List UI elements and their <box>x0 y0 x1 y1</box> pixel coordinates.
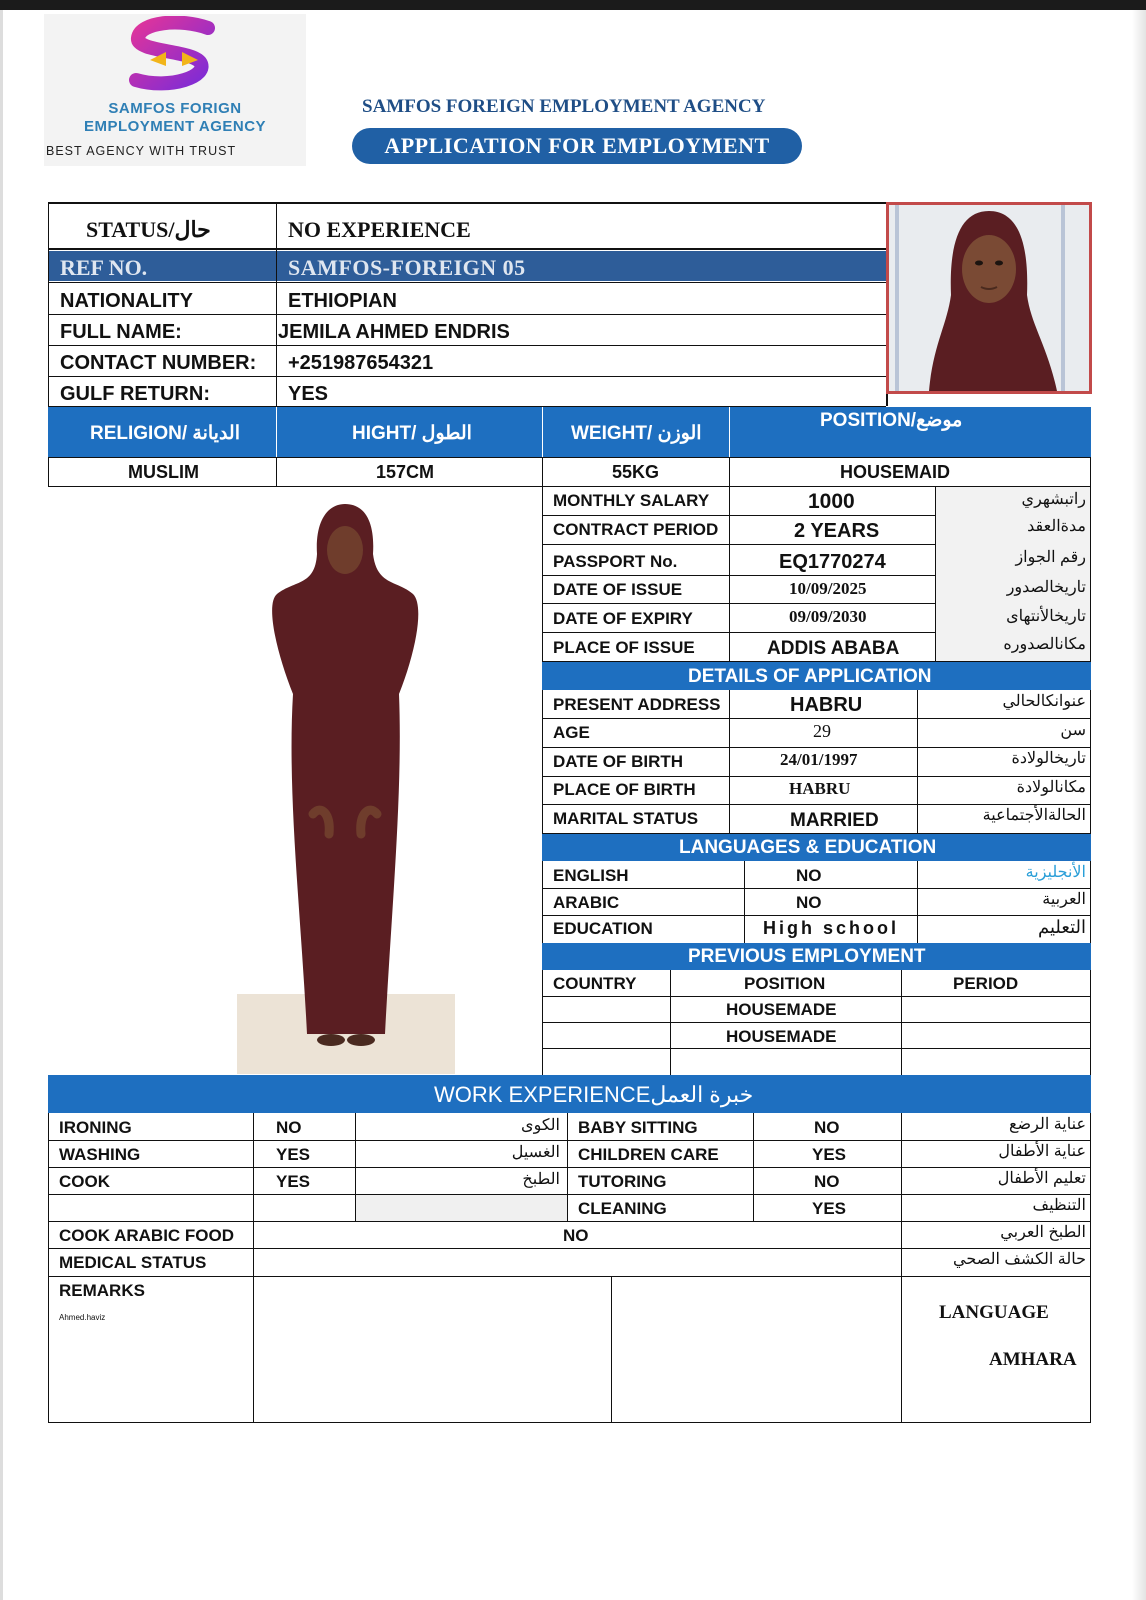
arabic-value: NO <box>796 893 822 912</box>
full-body-photo <box>237 494 455 1074</box>
contract-period-arabic: مدةالعقد <box>1027 518 1086 535</box>
children-care-value: YES <box>812 1145 847 1164</box>
tutoring-label: TUTORING <box>578 1172 667 1191</box>
english-value: NO <box>796 866 822 885</box>
contract-period-value: 2 YEARS <box>794 520 880 542</box>
cleaning-arabic: التنظيف <box>1032 1197 1086 1214</box>
work-title: WORK EXPERIENCEخبرة العمل <box>434 1082 754 1107</box>
weight-label: WEIGHT/ الوزن <box>571 423 702 444</box>
full-name-value: JEMILA AHMED ENDRIS <box>278 321 510 343</box>
logo-tagline: BEST AGENCY WITH TRUST <box>46 144 237 158</box>
washing-label: WASHING <box>59 1145 141 1164</box>
english-label: ENGLISH <box>553 866 629 885</box>
height-label: HIGHT/ الطول <box>352 423 472 444</box>
arabic-arabic: العربية <box>1042 891 1086 908</box>
passport-value: EQ1770274 <box>779 551 886 573</box>
gulf-return-label: GULF RETURN: <box>60 383 210 405</box>
cleaning-value: YES <box>812 1199 847 1218</box>
marital-label: MARITAL STATUS <box>553 809 699 828</box>
top-edge <box>0 0 1146 10</box>
salary-label: MONTHLY SALARY <box>553 491 710 510</box>
washing-arabic: الغسيل <box>511 1144 560 1161</box>
age-arabic: سن <box>1060 722 1086 739</box>
full-name-label: FULL NAME: <box>60 321 182 343</box>
prev-row2-position: HOUSEMADE <box>726 1027 837 1046</box>
place-of-issue-arabic: مكانالصدوره <box>1003 636 1086 653</box>
children-care-label: CHILDREN CARE <box>578 1145 719 1164</box>
marital-value: MARRIED <box>790 810 879 831</box>
weight-value: 55KG <box>612 462 660 482</box>
contract-period-label: CONTRACT PERIOD <box>553 520 719 539</box>
status-value: NO EXPERIENCE <box>288 217 471 242</box>
agency-logo <box>44 14 306 166</box>
issue-date-label: DATE OF ISSUE <box>553 580 683 599</box>
status-label: STATUS/حال <box>86 217 211 242</box>
address-value: HABRU <box>790 694 863 716</box>
cook-arabic-food-value: NO <box>563 1226 589 1245</box>
address-label: PRESENT ADDRESS <box>553 695 721 714</box>
ref-label: REF NO. <box>60 255 148 280</box>
religion-label: RELIGION/ الديانة <box>90 423 240 444</box>
cleaning-label: CLEANING <box>578 1199 667 1218</box>
cook-label: COOK <box>59 1172 110 1191</box>
tutoring-arabic: تعليم الأطفال <box>997 1170 1086 1187</box>
cook-value: YES <box>276 1172 311 1191</box>
expiry-date-label: DATE OF EXPIRY <box>553 609 693 628</box>
details-title: DETAILS OF APPLICATION <box>688 666 932 687</box>
ironing-value: NO <box>276 1118 302 1137</box>
education-label: EDUCATION <box>553 919 653 938</box>
language-label: LANGUAGE <box>939 1302 1049 1323</box>
nationality-label: NATIONALITY <box>60 290 193 312</box>
right-edge <box>1132 10 1146 1600</box>
baby-sitting-arabic: عناية الرضع <box>1009 1116 1086 1133</box>
expiry-date-arabic: تاريخالأنتهاى <box>1006 608 1086 625</box>
cook-arabic-food-arabic: الطبخ العربي <box>1000 1224 1086 1241</box>
english-arabic: الأنجليزية <box>1025 864 1086 881</box>
nationality-value: ETHIOPIAN <box>288 290 397 312</box>
arabic-label: ARABIC <box>553 893 620 912</box>
children-care-arabic: عناية الأطفال <box>998 1143 1086 1160</box>
previous-title: PREVIOUS EMPLOYMENT <box>688 946 926 967</box>
age-value: 29 <box>813 721 831 741</box>
arabic-column-shade <box>936 487 1090 661</box>
logo-s-icon <box>110 16 240 96</box>
medical-status-arabic: حالة الكشف الصحي <box>953 1251 1086 1268</box>
washing-value: YES <box>276 1145 311 1164</box>
ironing-arabic: الكوى <box>521 1117 560 1134</box>
position-value: HOUSEMAID <box>840 462 951 482</box>
dob-label: DATE OF BIRTH <box>553 752 684 771</box>
prev-col-period: PERIOD <box>953 974 1019 993</box>
passport-label: PASSPORT No. <box>553 552 678 571</box>
ref-value: SAMFOS-FOREIGN 05 <box>288 255 526 280</box>
height-value: 157CM <box>376 462 435 482</box>
age-label: AGE <box>553 723 590 742</box>
contact-value: +251987654321 <box>288 352 434 374</box>
left-edge <box>0 10 3 1600</box>
language-value: AMHARA <box>989 1349 1077 1370</box>
medical-status-label: MEDICAL STATUS <box>59 1253 207 1272</box>
passport-arabic: رقم الجواز <box>1015 549 1086 566</box>
prev-row1-position: HOUSEMADE <box>726 1000 837 1019</box>
education-arabic: التعليم <box>1038 917 1086 937</box>
dob-value: 24/01/1997 <box>780 750 858 769</box>
salary-arabic: راتبشهري <box>1021 491 1086 508</box>
issue-date-value: 10/09/2025 <box>789 579 867 598</box>
pob-value: HABRU <box>789 779 851 798</box>
expiry-date-value: 09/09/2030 <box>789 607 867 626</box>
pob-label: PLACE OF BIRTH <box>553 780 696 799</box>
place-of-issue-label: PLACE OF ISSUE <box>553 638 695 657</box>
baby-sitting-value: NO <box>814 1118 840 1137</box>
form-title: APPLICATION FOR EMPLOYMENT <box>352 128 802 164</box>
marital-arabic: الحالةالأجتماعية <box>982 807 1086 824</box>
languages-title: LANGUAGES & EDUCATION <box>679 837 937 858</box>
religion-value: MUSLIM <box>128 462 199 482</box>
gulf-return-value: YES <box>288 383 329 405</box>
prev-col-position: POSITION <box>744 974 826 993</box>
tutoring-value: NO <box>814 1172 840 1191</box>
place-of-issue-value: ADDIS ABABA <box>767 638 900 659</box>
ironing-label: IRONING <box>59 1118 132 1137</box>
prev-col-country: COUNTRY <box>553 974 637 993</box>
logo-line2: EMPLOYMENT AGENCY <box>83 118 267 135</box>
contact-label: CONTACT NUMBER: <box>60 352 257 374</box>
salary-value: 1000 <box>808 490 855 513</box>
position-label: POSITION/موضع <box>820 410 963 431</box>
logo-line1: SAMFOS FORIGN <box>108 100 242 117</box>
baby-sitting-label: BABY SITTING <box>578 1118 698 1137</box>
cook-arabic: الطبخ <box>522 1171 560 1188</box>
education-value: High school <box>763 918 899 938</box>
address-arabic: عنوانكالحالي <box>1002 693 1086 710</box>
portrait-photo <box>886 202 1092 394</box>
pob-arabic: مكانالولادة <box>1016 779 1086 796</box>
dob-arabic: تاريخالولادة <box>1011 750 1086 767</box>
empty-arabic-cell <box>356 1195 567 1221</box>
issue-date-arabic: تاريخالصدور <box>1006 579 1086 596</box>
cook-arabic-food-label: COOK ARABIC FOOD <box>59 1226 235 1245</box>
signature-text: Ahmed.haviz <box>59 1313 106 1322</box>
agency-name: SAMFOS FOREIGN EMPLOYMENT AGENCY <box>362 96 766 117</box>
remarks-label: REMARKS <box>59 1281 145 1300</box>
